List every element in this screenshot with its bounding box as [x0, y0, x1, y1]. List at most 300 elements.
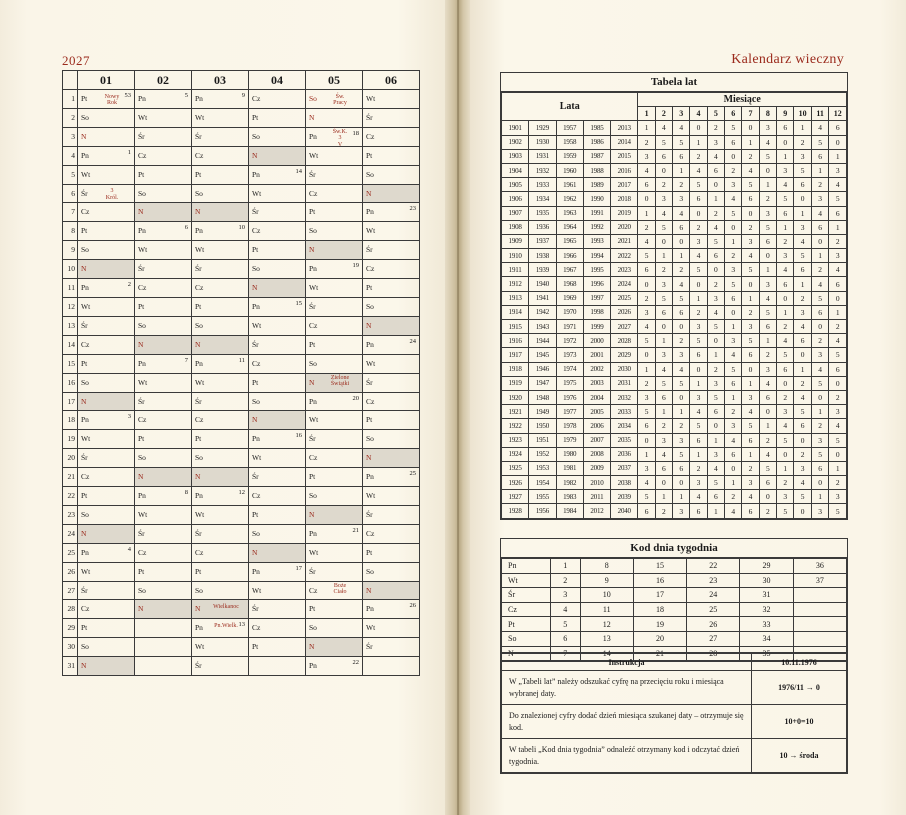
calendar-day-cell[interactable] — [363, 316, 420, 335]
month-code-cell[interactable]: 5 — [829, 348, 847, 362]
month-code-cell[interactable]: 3 — [811, 348, 829, 362]
month-code-cell[interactable]: 3 — [777, 163, 794, 177]
year-cell[interactable]: 1989 — [583, 178, 610, 192]
year-cell[interactable]: 2023 — [611, 263, 638, 277]
calendar-day-cell[interactable] — [306, 468, 363, 487]
calendar-day-cell[interactable] — [249, 165, 306, 184]
month-code-cell[interactable]: 5 — [655, 135, 672, 149]
calendar-day-cell[interactable] — [135, 468, 192, 487]
month-code-cell[interactable]: 6 — [759, 320, 776, 334]
calendar-day-cell[interactable] — [363, 411, 420, 430]
year-cell[interactable]: 1994 — [583, 249, 610, 263]
year-cell[interactable]: 1962 — [556, 192, 583, 206]
calendar-day-cell[interactable] — [306, 543, 363, 562]
year-cell[interactable]: 1961 — [556, 178, 583, 192]
kod-value[interactable]: 37 — [793, 573, 846, 588]
month-code-cell[interactable]: 6 — [690, 433, 707, 447]
calendar-day-cell[interactable] — [78, 203, 135, 222]
month-code-cell[interactable]: 0 — [811, 390, 829, 404]
month-code-cell[interactable]: 4 — [759, 291, 776, 305]
month-code-cell[interactable]: 4 — [655, 206, 672, 220]
month-code-cell[interactable]: 0 — [742, 362, 759, 376]
month-code-cell[interactable]: 1 — [794, 121, 812, 135]
year-cell[interactable]: 1928 — [502, 504, 529, 518]
month-code-cell[interactable]: 0 — [690, 277, 707, 291]
month-code-cell[interactable]: 6 — [794, 334, 812, 348]
month-code-cell[interactable]: 2 — [759, 192, 776, 206]
calendar-day-cell[interactable] — [78, 127, 135, 146]
calendar-day-cell[interactable] — [363, 297, 420, 316]
year-cell[interactable]: 2002 — [583, 362, 610, 376]
month-code-cell[interactable]: 0 — [655, 234, 672, 248]
year-cell[interactable]: 1959 — [556, 149, 583, 163]
kod-value[interactable]: 28 — [687, 646, 740, 661]
kod-value[interactable] — [793, 602, 846, 617]
month-code-cell[interactable]: 4 — [638, 163, 655, 177]
month-code-cell[interactable]: 5 — [673, 135, 690, 149]
calendar-day-cell[interactable] — [306, 373, 363, 392]
month-code-cell[interactable]: 6 — [707, 249, 724, 263]
year-cell[interactable]: 1909 — [502, 234, 529, 248]
month-code-cell[interactable]: 3 — [742, 234, 759, 248]
year-cell[interactable]: 1918 — [502, 362, 529, 376]
month-code-cell[interactable]: 3 — [742, 320, 759, 334]
calendar-day-cell[interactable] — [306, 638, 363, 657]
kod-value[interactable]: 13 — [580, 631, 633, 646]
kod-value[interactable]: 26 — [687, 617, 740, 632]
year-cell[interactable]: 1933 — [529, 178, 556, 192]
month-code-cell[interactable]: 2 — [829, 234, 847, 248]
year-cell[interactable]: 1907 — [502, 206, 529, 220]
kod-value[interactable]: 16 — [633, 573, 686, 588]
calendar-day-cell[interactable] — [192, 108, 249, 127]
calendar-day-cell[interactable] — [249, 127, 306, 146]
year-cell[interactable]: 2009 — [583, 461, 610, 475]
month-code-cell[interactable]: 6 — [655, 305, 672, 319]
kod-value[interactable]: 32 — [740, 602, 793, 617]
year-cell[interactable]: 1905 — [502, 178, 529, 192]
month-code-cell[interactable]: 2 — [725, 249, 742, 263]
year-cell[interactable]: 1931 — [529, 149, 556, 163]
month-code-cell[interactable]: 3 — [725, 419, 742, 433]
kod-value[interactable]: 1 — [551, 559, 581, 574]
calendar-day-cell[interactable] — [363, 203, 420, 222]
calendar-day-cell[interactable] — [192, 335, 249, 354]
calendar-day-cell[interactable] — [192, 222, 249, 241]
calendar-day-cell[interactable] — [306, 297, 363, 316]
calendar-day-cell[interactable] — [135, 392, 192, 411]
year-cell[interactable]: 1952 — [529, 447, 556, 461]
year-cell[interactable]: 1981 — [556, 461, 583, 475]
year-cell[interactable]: 2013 — [611, 121, 638, 135]
calendar-day-cell[interactable] — [306, 581, 363, 600]
year-cell[interactable]: 2021 — [611, 234, 638, 248]
calendar-day-cell[interactable] — [135, 108, 192, 127]
calendar-day-cell[interactable] — [306, 184, 363, 203]
month-code-cell[interactable]: 5 — [725, 206, 742, 220]
calendar-day-cell[interactable] — [192, 241, 249, 260]
year-cell[interactable]: 1915 — [502, 320, 529, 334]
year-cell[interactable]: 1969 — [556, 291, 583, 305]
year-cell[interactable]: 1995 — [583, 263, 610, 277]
month-code-cell[interactable]: 1 — [742, 135, 759, 149]
calendar-day-cell[interactable] — [249, 487, 306, 506]
calendar-day-cell[interactable] — [192, 524, 249, 543]
month-code-cell[interactable]: 1 — [638, 121, 655, 135]
calendar-day-cell[interactable] — [306, 392, 363, 411]
month-code-cell[interactable]: 1 — [707, 504, 724, 518]
year-cell[interactable]: 1911 — [502, 263, 529, 277]
year-cell[interactable]: 2024 — [611, 277, 638, 291]
calendar-day-cell[interactable] — [249, 146, 306, 165]
calendar-day-cell[interactable] — [306, 222, 363, 241]
month-code-cell[interactable]: 5 — [742, 263, 759, 277]
year-cell[interactable]: 2029 — [611, 348, 638, 362]
month-code-cell[interactable]: 1 — [638, 447, 655, 461]
month-code-cell[interactable]: 0 — [655, 320, 672, 334]
year-cell[interactable]: 1902 — [502, 135, 529, 149]
kod-value[interactable]: 15 — [633, 559, 686, 574]
calendar-day-cell[interactable] — [192, 146, 249, 165]
month-code-cell[interactable]: 1 — [777, 461, 794, 475]
month-code-cell[interactable]: 5 — [742, 334, 759, 348]
month-code-cell[interactable]: 4 — [690, 163, 707, 177]
month-code-cell[interactable]: 6 — [673, 149, 690, 163]
month-code-cell[interactable]: 2 — [638, 376, 655, 390]
calendar-day-cell[interactable] — [363, 449, 420, 468]
month-code-cell[interactable]: 6 — [725, 376, 742, 390]
calendar-day-cell[interactable] — [249, 373, 306, 392]
month-code-cell[interactable]: 3 — [829, 163, 847, 177]
calendar-day-cell[interactable] — [363, 505, 420, 524]
calendar-day-cell[interactable] — [192, 657, 249, 676]
calendar-day-cell[interactable] — [306, 657, 363, 676]
month-code-cell[interactable]: 2 — [725, 405, 742, 419]
kod-value[interactable] — [793, 631, 846, 646]
month-code-cell[interactable]: 2 — [725, 490, 742, 504]
month-code-cell[interactable]: 0 — [742, 277, 759, 291]
month-code-cell[interactable]: 5 — [811, 447, 829, 461]
month-code-cell[interactable]: 4 — [707, 149, 724, 163]
month-code-cell[interactable]: 1 — [655, 490, 672, 504]
month-code-cell[interactable]: 2 — [811, 334, 829, 348]
month-code-cell[interactable]: 0 — [794, 348, 812, 362]
calendar-day-cell[interactable] — [306, 562, 363, 581]
kod-value[interactable]: 2 — [551, 573, 581, 588]
year-cell[interactable]: 1923 — [502, 433, 529, 447]
month-code-cell[interactable]: 0 — [690, 362, 707, 376]
month-code-cell[interactable]: 5 — [725, 362, 742, 376]
year-cell[interactable]: 2007 — [583, 433, 610, 447]
month-code-cell[interactable]: 6 — [690, 192, 707, 206]
calendar-day-cell[interactable] — [249, 90, 306, 109]
year-cell[interactable]: 1926 — [502, 476, 529, 490]
month-code-cell[interactable]: 5 — [777, 192, 794, 206]
calendar-day-cell[interactable] — [363, 468, 420, 487]
calendar-day-cell[interactable] — [249, 354, 306, 373]
year-cell[interactable]: 1906 — [502, 192, 529, 206]
month-code-cell[interactable]: 0 — [638, 348, 655, 362]
month-code-cell[interactable]: 2 — [707, 121, 724, 135]
kod-value[interactable]: 27 — [687, 631, 740, 646]
calendar-day-cell[interactable] — [363, 524, 420, 543]
calendar-day-cell[interactable] — [306, 165, 363, 184]
month-code-cell[interactable]: 1 — [742, 291, 759, 305]
month-code-cell[interactable]: 2 — [742, 149, 759, 163]
month-code-cell[interactable]: 4 — [742, 249, 759, 263]
month-code-cell[interactable]: 4 — [811, 121, 829, 135]
month-code-cell[interactable]: 0 — [707, 419, 724, 433]
month-code-cell[interactable]: 0 — [742, 121, 759, 135]
year-cell[interactable]: 2001 — [583, 348, 610, 362]
year-cell[interactable]: 1960 — [556, 163, 583, 177]
year-cell[interactable]: 1953 — [529, 461, 556, 475]
month-code-cell[interactable]: 3 — [759, 362, 776, 376]
month-code-cell[interactable]: 3 — [655, 277, 672, 291]
calendar-day-cell[interactable] — [78, 562, 135, 581]
calendar-day-cell[interactable] — [78, 619, 135, 638]
month-code-cell[interactable]: 1 — [777, 220, 794, 234]
kod-value[interactable]: 4 — [551, 602, 581, 617]
year-cell[interactable]: 1996 — [583, 277, 610, 291]
year-cell[interactable]: 1983 — [556, 490, 583, 504]
calendar-day-cell[interactable] — [249, 524, 306, 543]
month-code-cell[interactable]: 2 — [811, 178, 829, 192]
calendar-day-cell[interactable] — [135, 127, 192, 146]
year-cell[interactable]: 1943 — [529, 320, 556, 334]
year-cell[interactable]: 1990 — [583, 192, 610, 206]
month-code-cell[interactable]: 1 — [777, 305, 794, 319]
month-code-cell[interactable]: 4 — [725, 348, 742, 362]
month-code-cell[interactable]: 3 — [829, 490, 847, 504]
kod-value[interactable]: 6 — [551, 631, 581, 646]
kod-value[interactable]: 34 — [740, 631, 793, 646]
kod-value[interactable]: 30 — [740, 573, 793, 588]
calendar-day-cell[interactable] — [135, 297, 192, 316]
month-code-cell[interactable]: 1 — [690, 291, 707, 305]
month-code-cell[interactable]: 5 — [794, 249, 812, 263]
month-code-cell[interactable]: 6 — [655, 461, 672, 475]
month-code-cell[interactable]: 0 — [777, 376, 794, 390]
month-code-cell[interactable]: 0 — [811, 476, 829, 490]
month-code-cell[interactable]: 0 — [673, 476, 690, 490]
year-cell[interactable]: 2040 — [611, 504, 638, 518]
calendar-day-cell[interactable] — [249, 430, 306, 449]
calendar-day-cell[interactable] — [78, 108, 135, 127]
month-code-cell[interactable]: 5 — [794, 405, 812, 419]
month-code-cell[interactable]: 4 — [794, 390, 812, 404]
month-code-cell[interactable]: 3 — [707, 376, 724, 390]
month-code-cell[interactable]: 4 — [811, 206, 829, 220]
month-code-cell[interactable]: 4 — [673, 121, 690, 135]
kod-value[interactable]: 12 — [580, 617, 633, 632]
calendar-day-cell[interactable] — [78, 146, 135, 165]
month-code-cell[interactable]: 6 — [638, 263, 655, 277]
month-code-cell[interactable]: 5 — [673, 376, 690, 390]
calendar-day-cell[interactable] — [135, 90, 192, 109]
year-cell[interactable]: 1941 — [529, 291, 556, 305]
calendar-day-cell[interactable] — [135, 619, 192, 638]
month-code-cell[interactable]: 4 — [811, 362, 829, 376]
month-code-cell[interactable]: 3 — [777, 490, 794, 504]
month-code-cell[interactable]: 5 — [690, 334, 707, 348]
month-code-cell[interactable]: 2 — [829, 476, 847, 490]
month-code-cell[interactable]: 1 — [829, 220, 847, 234]
year-cell[interactable]: 1976 — [556, 390, 583, 404]
calendar-day-cell[interactable] — [363, 241, 420, 260]
month-code-cell[interactable]: 4 — [742, 490, 759, 504]
kod-value[interactable]: 9 — [580, 573, 633, 588]
year-cell[interactable]: 1929 — [529, 121, 556, 135]
year-cell[interactable]: 1980 — [556, 447, 583, 461]
month-code-cell[interactable]: 0 — [829, 291, 847, 305]
calendar-day-cell[interactable] — [249, 411, 306, 430]
calendar-day-cell[interactable] — [192, 562, 249, 581]
month-code-cell[interactable]: 3 — [829, 249, 847, 263]
year-cell[interactable]: 1938 — [529, 249, 556, 263]
year-cell[interactable]: 2033 — [611, 405, 638, 419]
calendar-day-cell[interactable] — [78, 335, 135, 354]
year-cell[interactable]: 1992 — [583, 220, 610, 234]
month-code-cell[interactable]: 1 — [690, 447, 707, 461]
year-cell[interactable]: 2015 — [611, 149, 638, 163]
month-code-cell[interactable]: 3 — [742, 476, 759, 490]
calendar-day-cell[interactable] — [192, 430, 249, 449]
month-code-cell[interactable]: 0 — [673, 320, 690, 334]
year-cell[interactable]: 1936 — [529, 220, 556, 234]
month-code-cell[interactable]: 2 — [759, 348, 776, 362]
month-code-cell[interactable]: 6 — [811, 461, 829, 475]
month-code-cell[interactable]: 1 — [829, 305, 847, 319]
month-code-cell[interactable]: 1 — [811, 163, 829, 177]
month-code-cell[interactable]: 4 — [655, 121, 672, 135]
month-code-cell[interactable]: 3 — [707, 291, 724, 305]
month-code-cell[interactable]: 3 — [811, 433, 829, 447]
kod-value[interactable]: 11 — [580, 602, 633, 617]
calendar-day-cell[interactable] — [363, 335, 420, 354]
calendar-day-cell[interactable] — [363, 222, 420, 241]
month-code-cell[interactable]: 4 — [707, 220, 724, 234]
month-code-cell[interactable]: 1 — [638, 206, 655, 220]
calendar-day-cell[interactable] — [78, 543, 135, 562]
month-code-cell[interactable]: 4 — [777, 178, 794, 192]
month-code-cell[interactable]: 2 — [742, 220, 759, 234]
calendar-day-cell[interactable] — [78, 468, 135, 487]
year-cell[interactable]: 2037 — [611, 461, 638, 475]
month-code-cell[interactable]: 0 — [725, 461, 742, 475]
month-code-cell[interactable]: 2 — [673, 334, 690, 348]
month-code-cell[interactable]: 4 — [655, 362, 672, 376]
calendar-day-cell[interactable] — [192, 203, 249, 222]
month-code-cell[interactable]: 0 — [829, 376, 847, 390]
month-code-cell[interactable]: 2 — [811, 419, 829, 433]
kod-value[interactable] — [793, 617, 846, 632]
month-code-cell[interactable]: 2 — [673, 178, 690, 192]
month-code-cell[interactable]: 1 — [759, 263, 776, 277]
month-code-cell[interactable]: 1 — [725, 390, 742, 404]
calendar-day-cell[interactable] — [192, 468, 249, 487]
month-code-cell[interactable]: 6 — [794, 263, 812, 277]
month-code-cell[interactable]: 5 — [777, 348, 794, 362]
year-cell[interactable]: 1937 — [529, 234, 556, 248]
month-code-cell[interactable]: 1 — [725, 320, 742, 334]
kod-value[interactable]: 21 — [633, 646, 686, 661]
calendar-day-cell[interactable] — [249, 297, 306, 316]
kod-value[interactable]: 25 — [687, 602, 740, 617]
year-cell[interactable]: 1908 — [502, 220, 529, 234]
month-code-cell[interactable]: 0 — [707, 263, 724, 277]
month-code-cell[interactable]: 2 — [811, 263, 829, 277]
month-code-cell[interactable]: 5 — [759, 149, 776, 163]
month-code-cell[interactable]: 6 — [638, 419, 655, 433]
year-cell[interactable]: 1949 — [529, 405, 556, 419]
calendar-day-cell[interactable] — [78, 184, 135, 203]
month-code-cell[interactable]: 6 — [690, 504, 707, 518]
calendar-day-cell[interactable] — [135, 411, 192, 430]
year-cell[interactable]: 1954 — [529, 476, 556, 490]
month-code-cell[interactable]: 4 — [811, 277, 829, 291]
calendar-day-cell[interactable] — [78, 297, 135, 316]
month-code-cell[interactable]: 0 — [759, 490, 776, 504]
month-code-cell[interactable]: 5 — [725, 121, 742, 135]
calendar-day-cell[interactable] — [363, 430, 420, 449]
calendar-day-cell[interactable] — [363, 90, 420, 109]
year-cell[interactable]: 1924 — [502, 447, 529, 461]
month-code-cell[interactable]: 1 — [759, 334, 776, 348]
calendar-day-cell[interactable] — [363, 165, 420, 184]
month-code-cell[interactable]: 3 — [655, 348, 672, 362]
month-code-cell[interactable]: 0 — [794, 192, 812, 206]
month-code-cell[interactable]: 0 — [690, 121, 707, 135]
calendar-day-cell[interactable] — [306, 203, 363, 222]
month-code-cell[interactable]: 6 — [707, 405, 724, 419]
calendar-day-cell[interactable] — [306, 241, 363, 260]
year-cell[interactable]: 1951 — [529, 433, 556, 447]
calendar-day-cell[interactable] — [249, 600, 306, 619]
month-code-cell[interactable]: 4 — [707, 461, 724, 475]
month-code-cell[interactable]: 4 — [725, 504, 742, 518]
calendar-day-cell[interactable] — [192, 127, 249, 146]
year-cell[interactable]: 2025 — [611, 291, 638, 305]
year-cell[interactable]: 1944 — [529, 334, 556, 348]
month-code-cell[interactable]: 0 — [725, 220, 742, 234]
month-code-cell[interactable]: 0 — [777, 447, 794, 461]
calendar-day-cell[interactable] — [192, 638, 249, 657]
month-code-cell[interactable]: 3 — [759, 121, 776, 135]
month-code-cell[interactable]: 6 — [638, 178, 655, 192]
month-code-cell[interactable]: 3 — [638, 149, 655, 163]
month-code-cell[interactable]: 3 — [690, 476, 707, 490]
year-cell[interactable]: 1935 — [529, 206, 556, 220]
calendar-day-cell[interactable] — [78, 449, 135, 468]
year-cell[interactable]: 1985 — [583, 121, 610, 135]
year-cell[interactable]: 1971 — [556, 320, 583, 334]
month-code-cell[interactable]: 2 — [655, 263, 672, 277]
kod-value[interactable]: 7 — [551, 646, 581, 661]
month-code-cell[interactable]: 5 — [638, 405, 655, 419]
month-code-cell[interactable]: 2 — [794, 135, 812, 149]
calendar-day-cell[interactable] — [249, 638, 306, 657]
year-cell[interactable]: 2030 — [611, 362, 638, 376]
calendar-day-cell[interactable] — [135, 146, 192, 165]
month-code-cell[interactable]: 5 — [777, 504, 794, 518]
month-code-cell[interactable]: 1 — [811, 490, 829, 504]
month-code-cell[interactable]: 4 — [655, 447, 672, 461]
month-code-cell[interactable]: 1 — [794, 277, 812, 291]
month-code-cell[interactable]: 4 — [829, 263, 847, 277]
calendar-day-cell[interactable] — [363, 279, 420, 298]
month-code-cell[interactable]: 1 — [673, 490, 690, 504]
